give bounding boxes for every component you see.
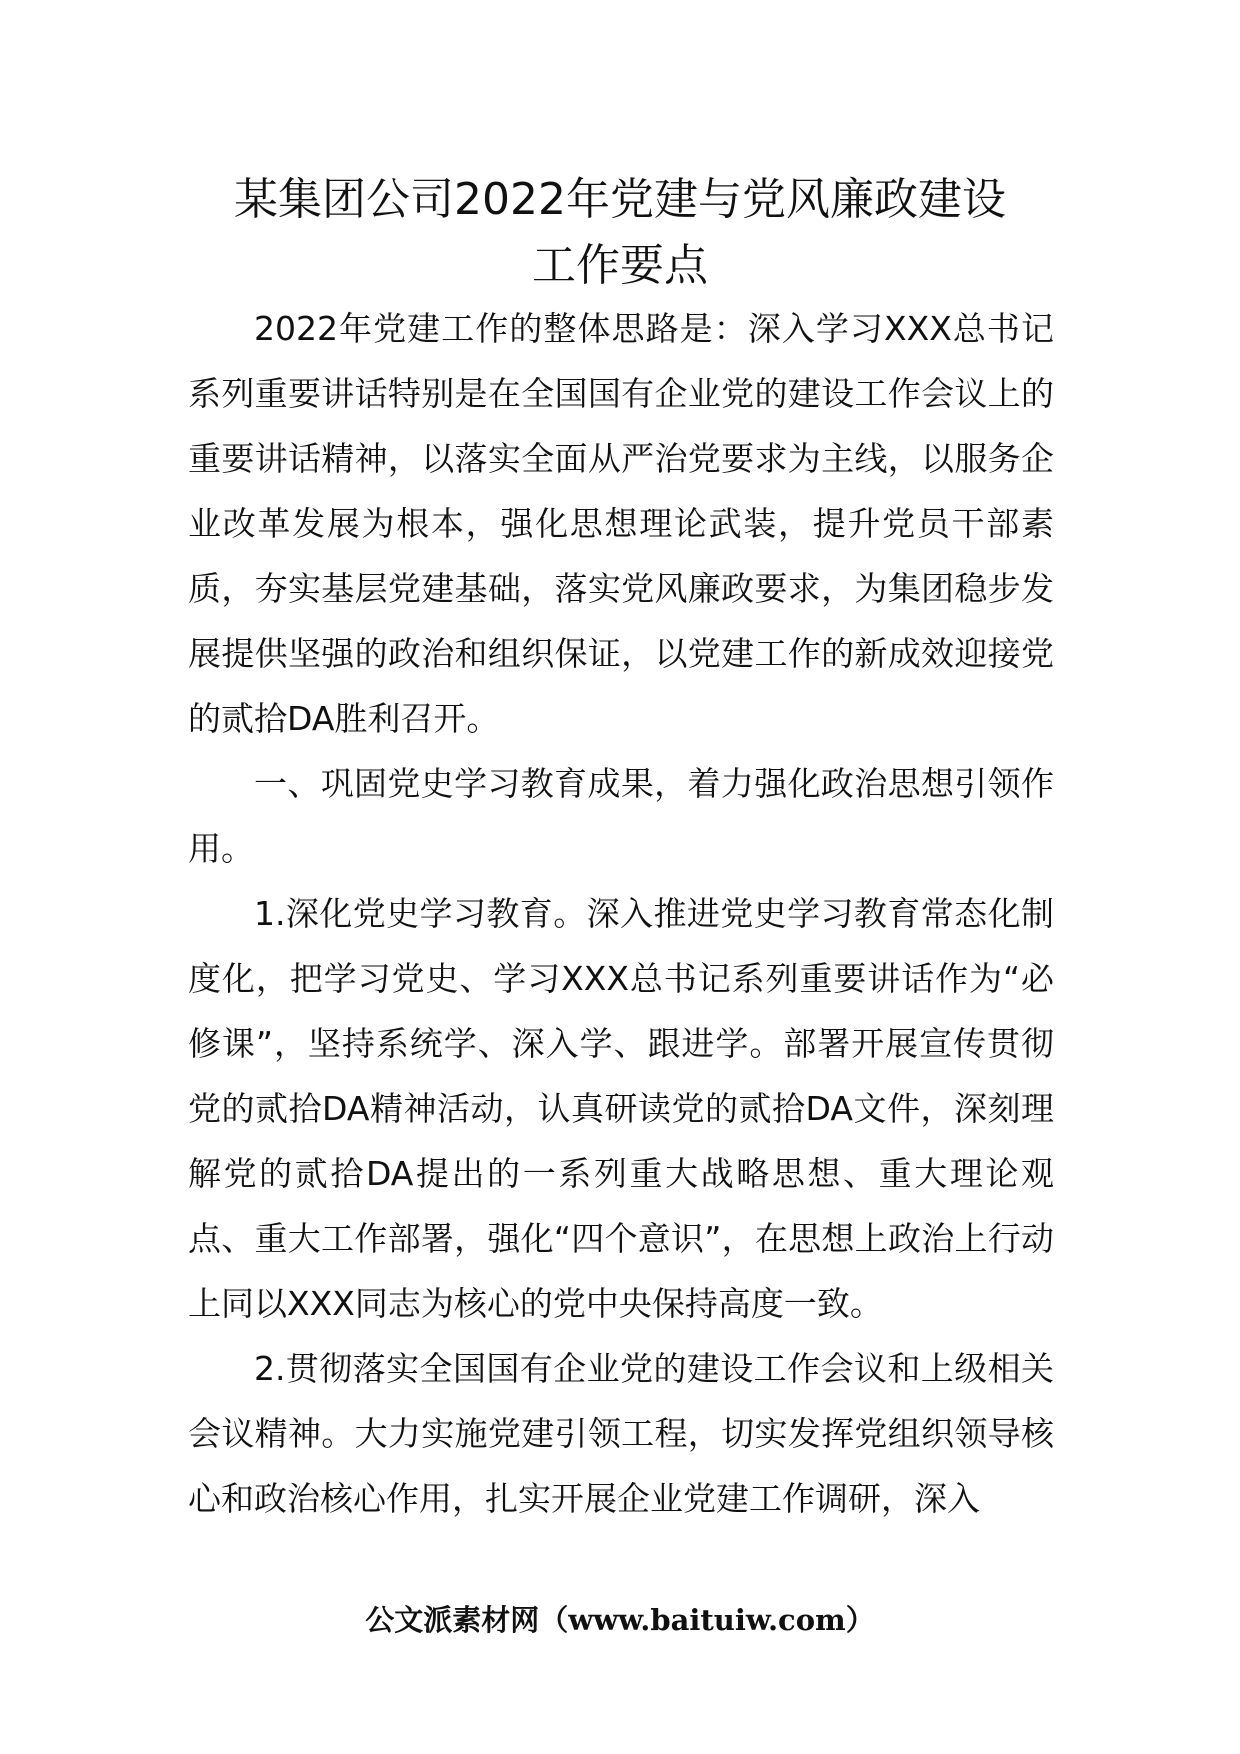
document-body	[188, 296, 1054, 1531]
document-title-line-1: 某集团公司2022年党建与党风廉政建设	[234, 174, 1006, 225]
paragraph-item-1: 1.深化党史学习教育。深入推进党史学习教育常态化制度化，把学习党史、学习XXX总书记系列重要讲话作为“必修课”，坚持系统学、深入学、跟进学。部署开展宣传贯彻党的贰拾DA精神活动，认真研读党的贰拾DA文件，深刻理解党的贰拾DA提出的一系列重大战略思想、重大理论观点、重大工作部署，强化“四个意识”，在思想上政治上行动上同以XXX同志为核心的党中央保持高度一致。	[188, 894, 1054, 1323]
section-heading-1: 一、巩固党史学习教育成果，着力强化政治思想引领作用。	[188, 764, 1054, 868]
page-footer-watermark: 公文派素材网（www.baituiw.com）	[365, 1603, 875, 1637]
document-title-line-2: 工作要点	[532, 240, 708, 291]
paragraph-intro: 2022年党建工作的整体思路是：深入学习XXX总书记系列重要讲话特别是在全国国有企业党的建设工作会议上的重要讲话精神，以落实全面从严治党要求为主线，以服务企业改革发展为根本，强化思想理论武装，提升党员干部素质，夯实基层党建基础，落实党风廉政要求，为集团稳步发展提供坚强的政治和组织保证，以党建工作的新成效迎接党的贰拾DA胜利召开。	[188, 309, 1054, 738]
paragraph-item-2: 2.贯彻落实全国国有企业党的建设工作会议和上级相关会议精神。大力实施党建引领工程，切实发挥党组织领导核心和政治核心作用，扎实开展企业党建工作调研，深入	[188, 1349, 1054, 1518]
